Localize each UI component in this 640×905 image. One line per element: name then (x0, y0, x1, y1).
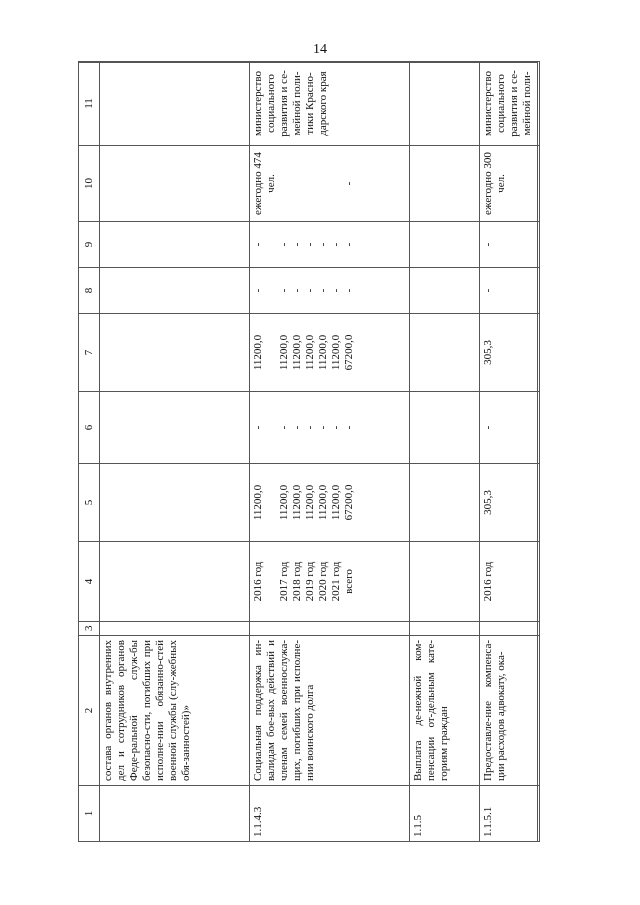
header-cell: 4 (79, 542, 100, 622)
col5-cell: 305,3 (480, 464, 540, 542)
header-cell: 9 (79, 222, 100, 268)
row-title: Выплата де-нежной ком-пенсации от-дельным кате-гориям граждан (410, 636, 480, 786)
row-title: Социальная поддержка ин-валидам бое-вых действий и членам семей военнослужа-щих, погибших при исполне-нии воинского долга (250, 636, 410, 786)
header-row (79, 62, 100, 842)
page-number: 14 (313, 42, 327, 57)
header-cell: 5 (79, 464, 100, 542)
col5-cell: 11200,0 11200,0 11200,0 11200,0 11200,0 11200,0 67200,0 (250, 464, 410, 542)
header-cell: 8 (79, 268, 100, 314)
table-row (100, 62, 250, 842)
col6-cell: - (480, 392, 540, 464)
header-cell: 10 (79, 146, 100, 222)
col9-cell: - - - - - - - (250, 222, 410, 268)
row-number: 1.1.4.3 (250, 786, 410, 842)
program-table (78, 61, 540, 842)
row-number: 1.1.5 (410, 786, 480, 842)
row-number (100, 786, 250, 842)
header-cell: 7 (79, 314, 100, 392)
header-cell: 1 (79, 786, 100, 842)
col7-cell: 305,3 (480, 314, 540, 392)
col11-cell: министерство социального развития и се-мейной поли- (480, 62, 540, 146)
years-cell: 2016 год (480, 542, 540, 622)
years-cell: 2016 год 2017 год 2018 год 2019 год 2020 год 2021 год всего (250, 542, 410, 622)
rotated-table (78, 62, 538, 842)
row-title: состава органов внутренних дел и сотрудников органов Феде-ральной служ-бы безопасно-сти, погибших при исполне-нии обязанно-стей военной службы (слу-жебных обя-занностей)» (100, 636, 250, 786)
header-cell: 3 (79, 622, 100, 636)
col11-cell: министерство социального развития и се-мейной поли-тики Красно-дарского края (250, 62, 410, 146)
row-number: 1.1.5.1 (480, 786, 540, 842)
header-cell: 11 (79, 62, 100, 146)
col6-cell: - - - - - - - (250, 392, 410, 464)
col9-cell: - (480, 222, 540, 268)
col7-cell: 11200,0 11200,0 11200,0 11200,0 11200,0 11200,0 67200,0 (250, 314, 410, 392)
col10-cell: ежегодно 300 чел. (480, 146, 540, 222)
header-cell: 2 (79, 636, 100, 786)
col8-cell: - (480, 268, 540, 314)
col10-cell: ежегодно 474 чел. - (250, 146, 410, 222)
table-row (410, 62, 480, 842)
col8-cell: - - - - - - - (250, 268, 410, 314)
table-row (480, 62, 540, 842)
table-row (250, 62, 410, 842)
header-cell: 6 (79, 392, 100, 464)
row-title: Предоставле-ние компенса-ции расходов адвокату, ока- (480, 636, 540, 786)
